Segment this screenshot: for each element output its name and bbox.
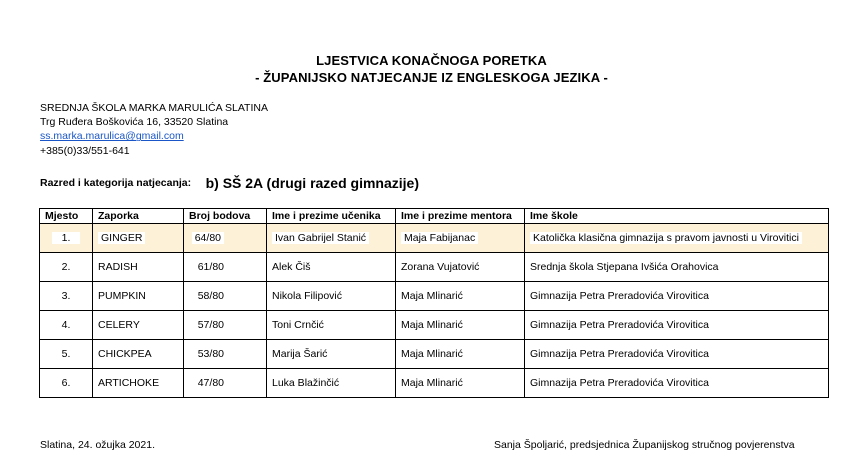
cell-code: CHICKPEA (93, 340, 184, 369)
cell-mentor: Maja Mlinarić (396, 340, 525, 369)
cell-school: Gimnazija Petra Preradovića Virovitica (525, 340, 829, 369)
cell-points: 57/80 (184, 311, 267, 340)
cell-points: 53/80 (184, 340, 267, 369)
cell-mentor: Maja Fabijanac (401, 232, 478, 244)
table-row (40, 282, 829, 311)
cell-mentor: Zorana Vujatović (396, 253, 525, 282)
table-row (40, 224, 829, 253)
document-title: LJESTVICA KONAČNOGA PORETKA (316, 53, 547, 68)
results-table (39, 208, 829, 398)
cell-school: Gimnazija Petra Preradovića Virovitica (525, 282, 829, 311)
cell-points: 47/80 (184, 369, 267, 398)
header-place: Mjesto (40, 209, 93, 224)
cell-student: Toni Crnčić (267, 311, 396, 340)
signature-line: Sanja Špoljarić, predsjednica Županijskog stručnog povjerenstva (494, 439, 795, 451)
header-student: Ime i prezime učenika (267, 209, 396, 224)
cell-place: 2. (40, 253, 93, 282)
table-row (40, 253, 829, 282)
header-school: Ime škole (525, 209, 829, 224)
school-name: SREDNJA ŠKOLA MARKA MARULIĆA SLATINA (40, 102, 268, 114)
place-date: Slatina, 24. ožujka 2021. (40, 439, 155, 451)
cell-student: Marija Šarić (267, 340, 396, 369)
header-points: Broj bodova (184, 209, 267, 224)
category-label: Razred i kategorija natjecanja: (40, 176, 192, 189)
table-row (40, 340, 829, 369)
cell-place: 5. (40, 340, 93, 369)
cell-place: 3. (40, 282, 93, 311)
cell-student: Alek Čiš (267, 253, 396, 282)
cell-code: GINGER (98, 232, 145, 244)
cell-mentor: Maja Mlinarić (396, 282, 525, 311)
cell-points: 58/80 (184, 282, 267, 311)
cell-student: Luka Blažinčić (267, 369, 396, 398)
cell-code: CELERY (93, 311, 184, 340)
cell-place: 1. (52, 232, 81, 244)
table-row (40, 369, 829, 398)
cell-code: RADISH (93, 253, 184, 282)
category-line (40, 174, 419, 192)
cell-place: 6. (40, 369, 93, 398)
school-info (40, 101, 268, 158)
header-mentor: Ime i prezime mentora (396, 209, 525, 224)
cell-student: Ivan Gabrijel Stanić (272, 232, 369, 244)
cell-school: Srednja škola Stjepana Ivšića Orahovica (525, 253, 829, 282)
cell-student: Nikola Filipović (267, 282, 396, 311)
table-row (40, 311, 829, 340)
cell-school: Gimnazija Petra Preradovića Virovitica (525, 311, 829, 340)
school-phone: +385(0)33/551-641 (40, 144, 130, 157)
school-address: Trg Ruđera Boškovića 16, 33520 Slatina (40, 116, 229, 129)
school-email-link[interactable]: ss.marka.marulica@gmail.com (40, 130, 184, 143)
cell-code: PUMPKIN (93, 282, 184, 311)
cell-mentor: Maja Mlinarić (396, 311, 525, 340)
cell-school: Katolička klasična gimnazija s pravom javnosti u Virovitici (530, 232, 802, 244)
cell-school: Gimnazija Petra Preradovića Virovitica (525, 369, 829, 398)
cell-place: 4. (40, 311, 93, 340)
document-subtitle: - ŽUPANIJSKO NATJECANJE IZ ENGLESKOGA JEZIKA - (255, 70, 608, 85)
cell-points: 64/80 (192, 232, 224, 244)
category-value: b) SŠ 2A (drugi razed gimnazije) (205, 174, 419, 191)
cell-points: 61/80 (184, 253, 267, 282)
cell-code: ARTICHOKE (93, 369, 184, 398)
header-code: Zaporka (93, 209, 184, 224)
table-header-row (40, 209, 829, 224)
cell-mentor: Maja Mlinarić (396, 369, 525, 398)
